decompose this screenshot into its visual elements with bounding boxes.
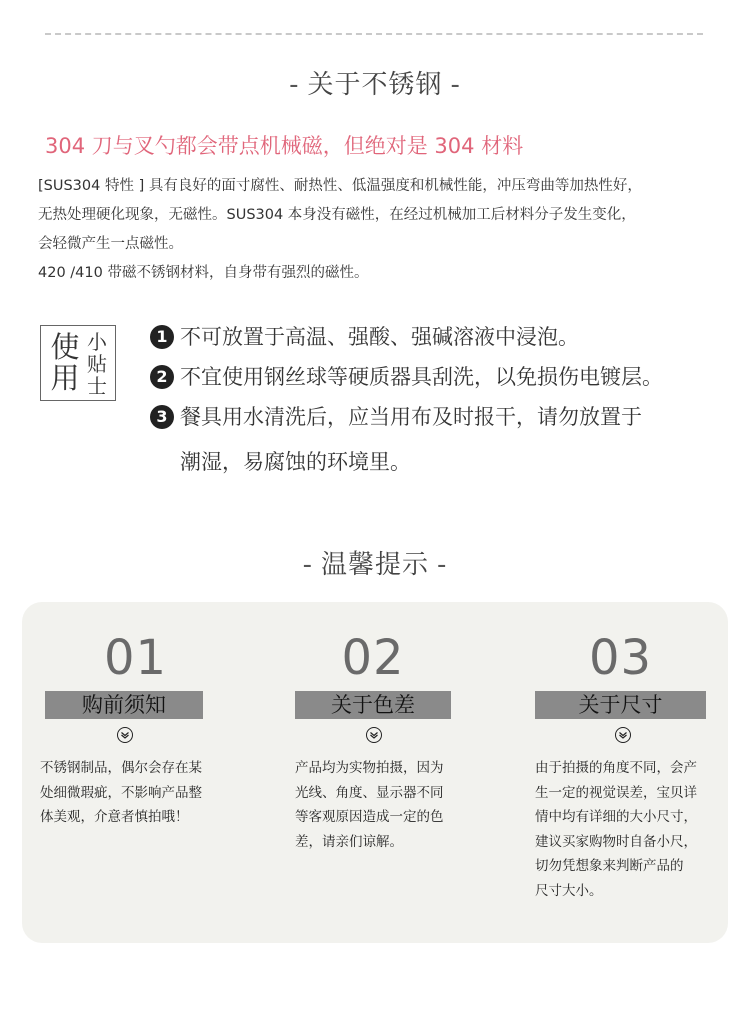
card-text: 由于拍摄的角度不同，会产 生一定的视觉误差，宝贝详 情中均有详细的大小尺寸， 建议买家购物时自备小尺， 切勿凭想象来判断产品的 尺寸大小。 [535,760,697,899]
card-number: 01 [103,630,168,686]
usage-label-small: 小 贴 士 [87,330,107,398]
usage-tips-list [150,320,740,480]
reminder-section-title: - 温馨提示 - [302,550,448,580]
top-dashed-divider [45,33,703,35]
chevron-down-circle-icon [366,727,382,743]
chevron-down-circle-icon [615,727,631,743]
usage-label-big: 使 用 [50,330,80,395]
description-line: 会轻微产生一点磁性。 [38,236,183,252]
card-number: 02 [341,630,405,686]
tip-item [150,360,740,400]
card-text: 产品均为实物拍摄，因为 光线、角度、显示器不同 等客观原因造成一定的色 差，请亲们谅解。 [295,760,444,850]
card-text: 不锈钢制品，偶尔会存在某 处细微瑕疵，不影响产品整 体美观，介意者慎拍哦！ [40,760,202,825]
description-line: [SUS304 特性 ] 具有良好的面寸腐性、耐热性、低温强度和机械性能，冲压弯曲等加热性好， [38,178,642,194]
chevron-down-circle-icon [117,727,133,743]
tip-text-continuation: 潮湿，易腐蚀的环境里。 [180,450,411,474]
number-badge: 2 [150,365,174,389]
card-number: 03 [588,630,653,686]
tip-text: 不可放置于高温、强酸、强碱溶液中浸泡。 [180,325,579,349]
card-label: 关于色差 [295,691,451,719]
number-badge: 3 [150,405,174,429]
tip-item [150,400,740,440]
description-line: 420 /410 带磁不锈钢材料，自身带有强烈的磁性。 [38,265,369,281]
tip-text: 餐具用水清洗后，应当用布及时报干，请勿放置于 [180,405,642,429]
magnetism-highlight: 304 刀与叉勺都会带点机械磁，但绝对是 304 材料 [45,134,524,158]
sus304-description [38,172,738,288]
tip-item [150,320,740,360]
number-badge: 1 [150,325,174,349]
description-line: 无热处理硬化现象，无磁性。SUS304 本身没有磁性，在经过机械加工后材料分子发生变化， [38,207,636,223]
usage-tips-label [40,325,116,401]
card-label: 关于尺寸 [535,691,706,719]
about-section-title: - 关于不锈钢 - [289,70,461,100]
card-label: 购前须知 [45,691,203,719]
reminder-panel [22,602,728,943]
tip-text: 不宜使用钢丝球等硬质器具刮洗，以免损伤电镀层。 [180,365,663,389]
